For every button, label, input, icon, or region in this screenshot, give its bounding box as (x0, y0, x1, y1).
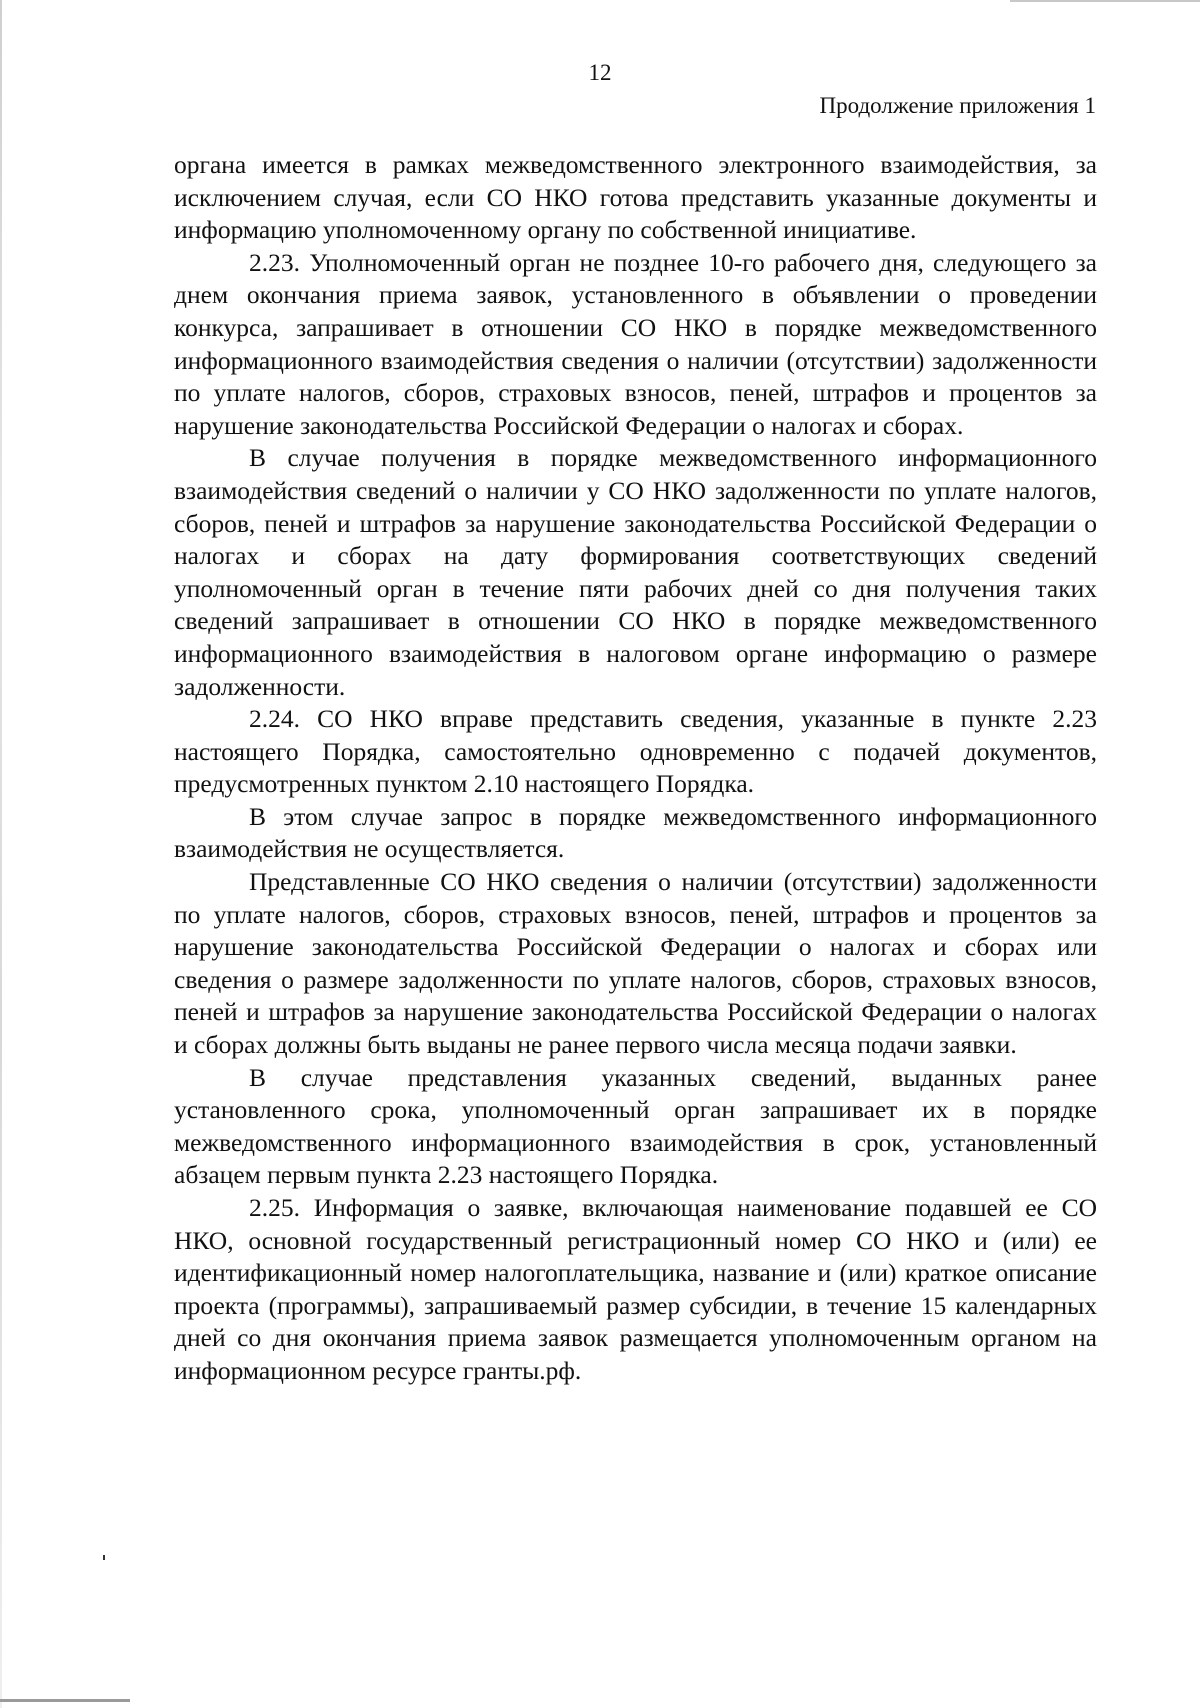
scan-edge-bottom (0, 1699, 130, 1702)
running-head: Продолжение приложения 1 (819, 93, 1096, 118)
scan-speck (103, 1555, 105, 1560)
paragraph-2-23-debt-case: В случае получения в порядке межведомственного информационного взаимодействия сведений о наличии у СО НКО задолженности по уплате налогов, сборов, пеней и штрафов за нарушение законодательства Российской Федерации о налогах и сборах на дату формирования соответствующих сведений уполномоченный орган в течение пяти рабочих дней со дня получения таких сведений запрашивает в отношении СО НКО в порядке межведомственного информационного взаимодействия в налоговом органе информацию о размере задолженности. (174, 443, 1097, 701)
paragraph-2-24-no-request: В этом случае запрос в порядке межведомственного информационного взаимодействия не осуществляется. (174, 801, 1097, 864)
paragraph-2-24-validity: Представленные СО НКО сведения о наличии (отсутствии) задолженности по уплате налогов, сборов, страховых взносов, пеней, штрафов и процентов за нарушение законодательства Российской Федерации о налогах и сборах или сведения о размере задолженности по уплате налогов, сборов, страховых взносов, пеней и штрафов за нарушение законодательства Российской Федерации о налогах и сборах должны быть выданы не ранее первого числа месяца подачи заявки. (174, 867, 1097, 1060)
scan-edge-left (0, 0, 2, 1708)
document-body (174, 149, 1097, 1388)
paragraph-continuation: органа имеется в рамках межведомственного электронного взаимодействия, за исключением случая, если СО НКО готова представить указанные документы и информацию уполномоченному органу по собственной инициативе. (174, 150, 1097, 245)
scan-edge-top (1010, 0, 1200, 2)
paragraph-2-24: 2.24. СО НКО вправе представить сведения, указанные в пункте 2.23 настоящего Порядка, самостоятельно одновременно с подачей документов, предусмотренных пунктом 2.10 настоящего Порядка. (174, 704, 1097, 799)
paragraph-2-25: 2.25. Информация о заявке, включающая наименование подавшей ее СО НКО, основной государственный регистрационный номер СО НКО и (или) ее идентификационный номер налогоплательщика, название и (или) краткое описание проекта (программы), запрашиваемый размер субсидии, в течение 15 календарных дней со дня окончания приема заявок размещается уполномоченным органом на информационном ресурсе гранты.рф. (174, 1193, 1097, 1385)
page-number: 12 (588, 60, 612, 85)
paragraph-2-23: 2.23. Уполномоченный орган не позднее 10-го рабочего дня, следующего за днем окончания приема заявок, установленного в объявлении о проведении конкурса, запрашивает в отношении СО НКО в порядке межведомственного информационного взаимодействия сведения о наличии (отсутствии) задолженности по уплате налогов, сборов, страховых взносов, пеней, штрафов и процентов за нарушение законодательства Российской Федерации о налогах и сборах. (174, 247, 1097, 440)
paragraph-2-24-outdated: В случае представления указанных сведений, выданных ранее установленного срока, уполномоченный орган запрашивает их в порядке межведомственного информационного взаимодействия в срок, установленный абзацем первым пункта 2.23 настоящего Порядка. (174, 1062, 1097, 1190)
